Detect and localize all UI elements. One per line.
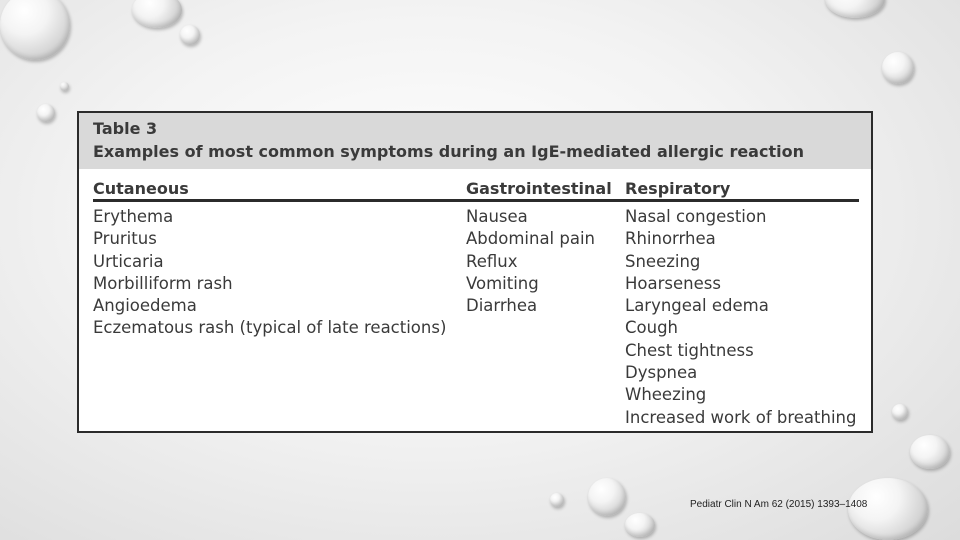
list-item: Angioedema bbox=[93, 296, 197, 316]
list-item: Sneezing bbox=[625, 251, 701, 271]
water-droplet-decoration bbox=[37, 104, 55, 122]
column-header-gastrointestinal: Gastrointestinal bbox=[466, 179, 612, 198]
list-item: Urticaria bbox=[93, 251, 164, 271]
list-item: Nasal congestion bbox=[625, 207, 767, 226]
table-number: Table 3 bbox=[93, 119, 158, 138]
gastrointestinal-symptom-list bbox=[466, 206, 595, 317]
list-item: Reflux bbox=[466, 251, 518, 271]
table-caption bbox=[79, 113, 871, 169]
list-item: Rhinorrhea bbox=[625, 229, 716, 249]
water-droplet-decoration bbox=[588, 478, 626, 516]
cutaneous-symptom-list bbox=[93, 206, 446, 340]
table-title: Examples of most common symptoms during an IgE-mediated allergic reaction bbox=[93, 142, 804, 161]
list-item: Increased work of breathing bbox=[625, 407, 857, 427]
water-droplet-decoration bbox=[910, 435, 950, 469]
column-header-cutaneous: Cutaneous bbox=[93, 179, 189, 198]
water-droplet-decoration bbox=[0, 0, 70, 60]
water-droplet-decoration bbox=[892, 404, 908, 420]
list-item: Abdominal pain bbox=[466, 229, 596, 249]
water-droplet-decoration bbox=[882, 52, 914, 84]
list-item: Diarrhea bbox=[466, 296, 538, 316]
water-droplet-decoration bbox=[132, 0, 182, 28]
list-item: Nausea bbox=[466, 207, 528, 226]
list-item: Wheezing bbox=[625, 385, 707, 405]
citation-text: Pediatr Clin N Am 62 (2015) 1393–1408 bbox=[690, 499, 868, 510]
water-droplet-decoration bbox=[180, 25, 200, 45]
water-droplet-decoration bbox=[550, 493, 564, 507]
header-divider bbox=[93, 199, 859, 202]
list-item: Vomiting bbox=[466, 273, 539, 293]
list-item: Morbilliform rash bbox=[93, 273, 233, 293]
water-droplet-decoration bbox=[825, 0, 885, 18]
symptoms-table bbox=[77, 111, 873, 433]
column-header-respiratory: Respiratory bbox=[625, 179, 731, 198]
list-item: Hoarseness bbox=[625, 273, 721, 293]
water-droplet-decoration bbox=[60, 82, 69, 91]
list-item: Chest tightness bbox=[625, 340, 754, 360]
list-item: Eczematous rash (typical of late reactions) bbox=[93, 318, 447, 338]
list-item: Cough bbox=[625, 318, 679, 338]
list-item: Laryngeal edema bbox=[625, 296, 769, 316]
list-item: Pruritus bbox=[93, 229, 157, 249]
respiratory-symptom-list bbox=[625, 206, 856, 429]
list-item: Erythema bbox=[93, 207, 174, 226]
water-droplet-decoration bbox=[625, 513, 655, 537]
list-item: Dyspnea bbox=[625, 363, 698, 383]
